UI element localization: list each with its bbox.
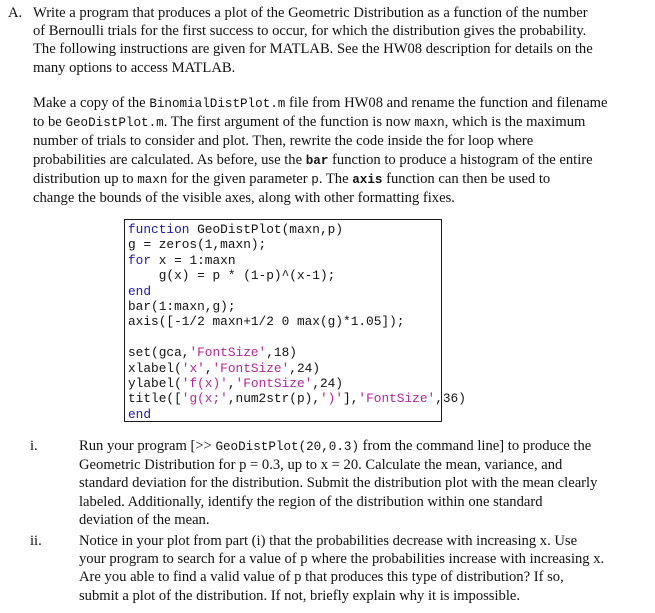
- instructions-line-3: number of trials to consider and plot. Then, rewrite the code inside the for loop where: [33, 133, 534, 150]
- question-ii-line-3: Are you able to find a valid value of p that produces this type of distribution? If so,: [79, 569, 564, 586]
- question-ii: [30, 532, 648, 605]
- inline-code: maxn: [414, 116, 445, 131]
- code-line-11: ylabel('f(x)','FontSize',24): [128, 375, 344, 391]
- inline-code: bar: [305, 153, 329, 168]
- code-line-blank: [128, 330, 441, 345]
- part-a-intro: [8, 4, 648, 77]
- question-i: [30, 437, 648, 529]
- intro-line-3: The following instructions are given for MATLAB. See the HW08 description for details on the: [33, 41, 593, 58]
- inline-code: p: [311, 172, 319, 187]
- code-line-1: function GeoDistPlot(maxn,p): [128, 222, 344, 237]
- question-i-line-3: standard deviation for the distribution. Submit the distribution plot with the mean clearly: [79, 475, 598, 492]
- code-line-13: end: [128, 406, 152, 422]
- inline-code: maxn: [137, 172, 168, 187]
- intro-line-1: Write a program that produces a plot of the Geometric Distribution as a function of the number: [33, 5, 588, 21]
- inline-code: BinomialDistPlot.m: [149, 97, 286, 111]
- part-a-label: A.: [8, 5, 23, 21]
- code-line-7: axis([-1/2 maxn+1/2 0 max(g)*1.05]);: [128, 314, 405, 330]
- code-line-10: xlabel('x','FontSize',24): [128, 360, 321, 376]
- code-line-12: title(['g(x;',num2str(p),')'],'FontSize',36): [128, 391, 466, 407]
- question-ii-number: ii.: [30, 533, 42, 549]
- inline-code: axis: [352, 172, 383, 187]
- inline-code: GeoDistPlot.m: [65, 116, 164, 131]
- code-line-6: bar(1:maxn,g);: [128, 298, 236, 314]
- question-i-number: i.: [30, 438, 38, 454]
- code-line-5: end: [128, 283, 152, 299]
- instructions-line-6: change the bounds of the visible axes, along with other formatting fixes.: [33, 190, 455, 207]
- instructions-paragraph: [33, 94, 648, 207]
- question-i-line-5: deviation of the mean.: [79, 511, 210, 528]
- code-line-3: for x = 1:maxn: [128, 252, 236, 268]
- code-listing: [124, 219, 466, 422]
- code-line-2: g = zeros(1,maxn);: [128, 237, 267, 253]
- code-line-4: g(x) = p * (1-p)^(x-1);: [128, 268, 336, 284]
- question-ii-line-1: Notice in your plot from part (i) that the probabilities decrease with increasing x. Use: [79, 533, 578, 549]
- question-i-line-2: Geometric Distribution for p = 0.3, up to x = 20. Calculate the mean, variance, and: [79, 457, 563, 474]
- question-ii-line-4: submit a plot of the distribution. If not, briefly explain why it is impossible.: [79, 587, 521, 604]
- inline-code: GeoDistPlot(20,0.3): [215, 440, 360, 454]
- question-i-line-4: labeled. Additionally, identify the region of the distribution within one standard: [79, 493, 543, 510]
- instructions-line-1: Make a copy of the BinomialDistPlot.m file from HW08 and rename the function and filename: [33, 95, 608, 111]
- question-ii-line-2: your program to search for a value of p where the probabilities increase with increasing x.: [79, 551, 605, 568]
- instructions-line-4: probabilities are calculated. As before, use the bar function to produce a histogram of the entire: [33, 151, 593, 168]
- question-i-line-1: Run your program [>> GeoDistPlot(20,0.3) from the command line] to produce the: [79, 438, 592, 454]
- intro-line-4: many options to access MATLAB.: [33, 59, 236, 76]
- intro-line-2: of Bernoulli trials for the first success to occur, for which the distribution gives the probability.: [33, 23, 587, 40]
- code-line-9: set(gca,'FontSize',18): [128, 345, 297, 361]
- instructions-line-2: to be GeoDistPlot.m. The first argument of the function is now maxn, which is the maximum: [33, 114, 586, 131]
- instructions-line-5: distribution up to maxn for the given parameter p. The axis function can then be used to: [33, 170, 551, 187]
